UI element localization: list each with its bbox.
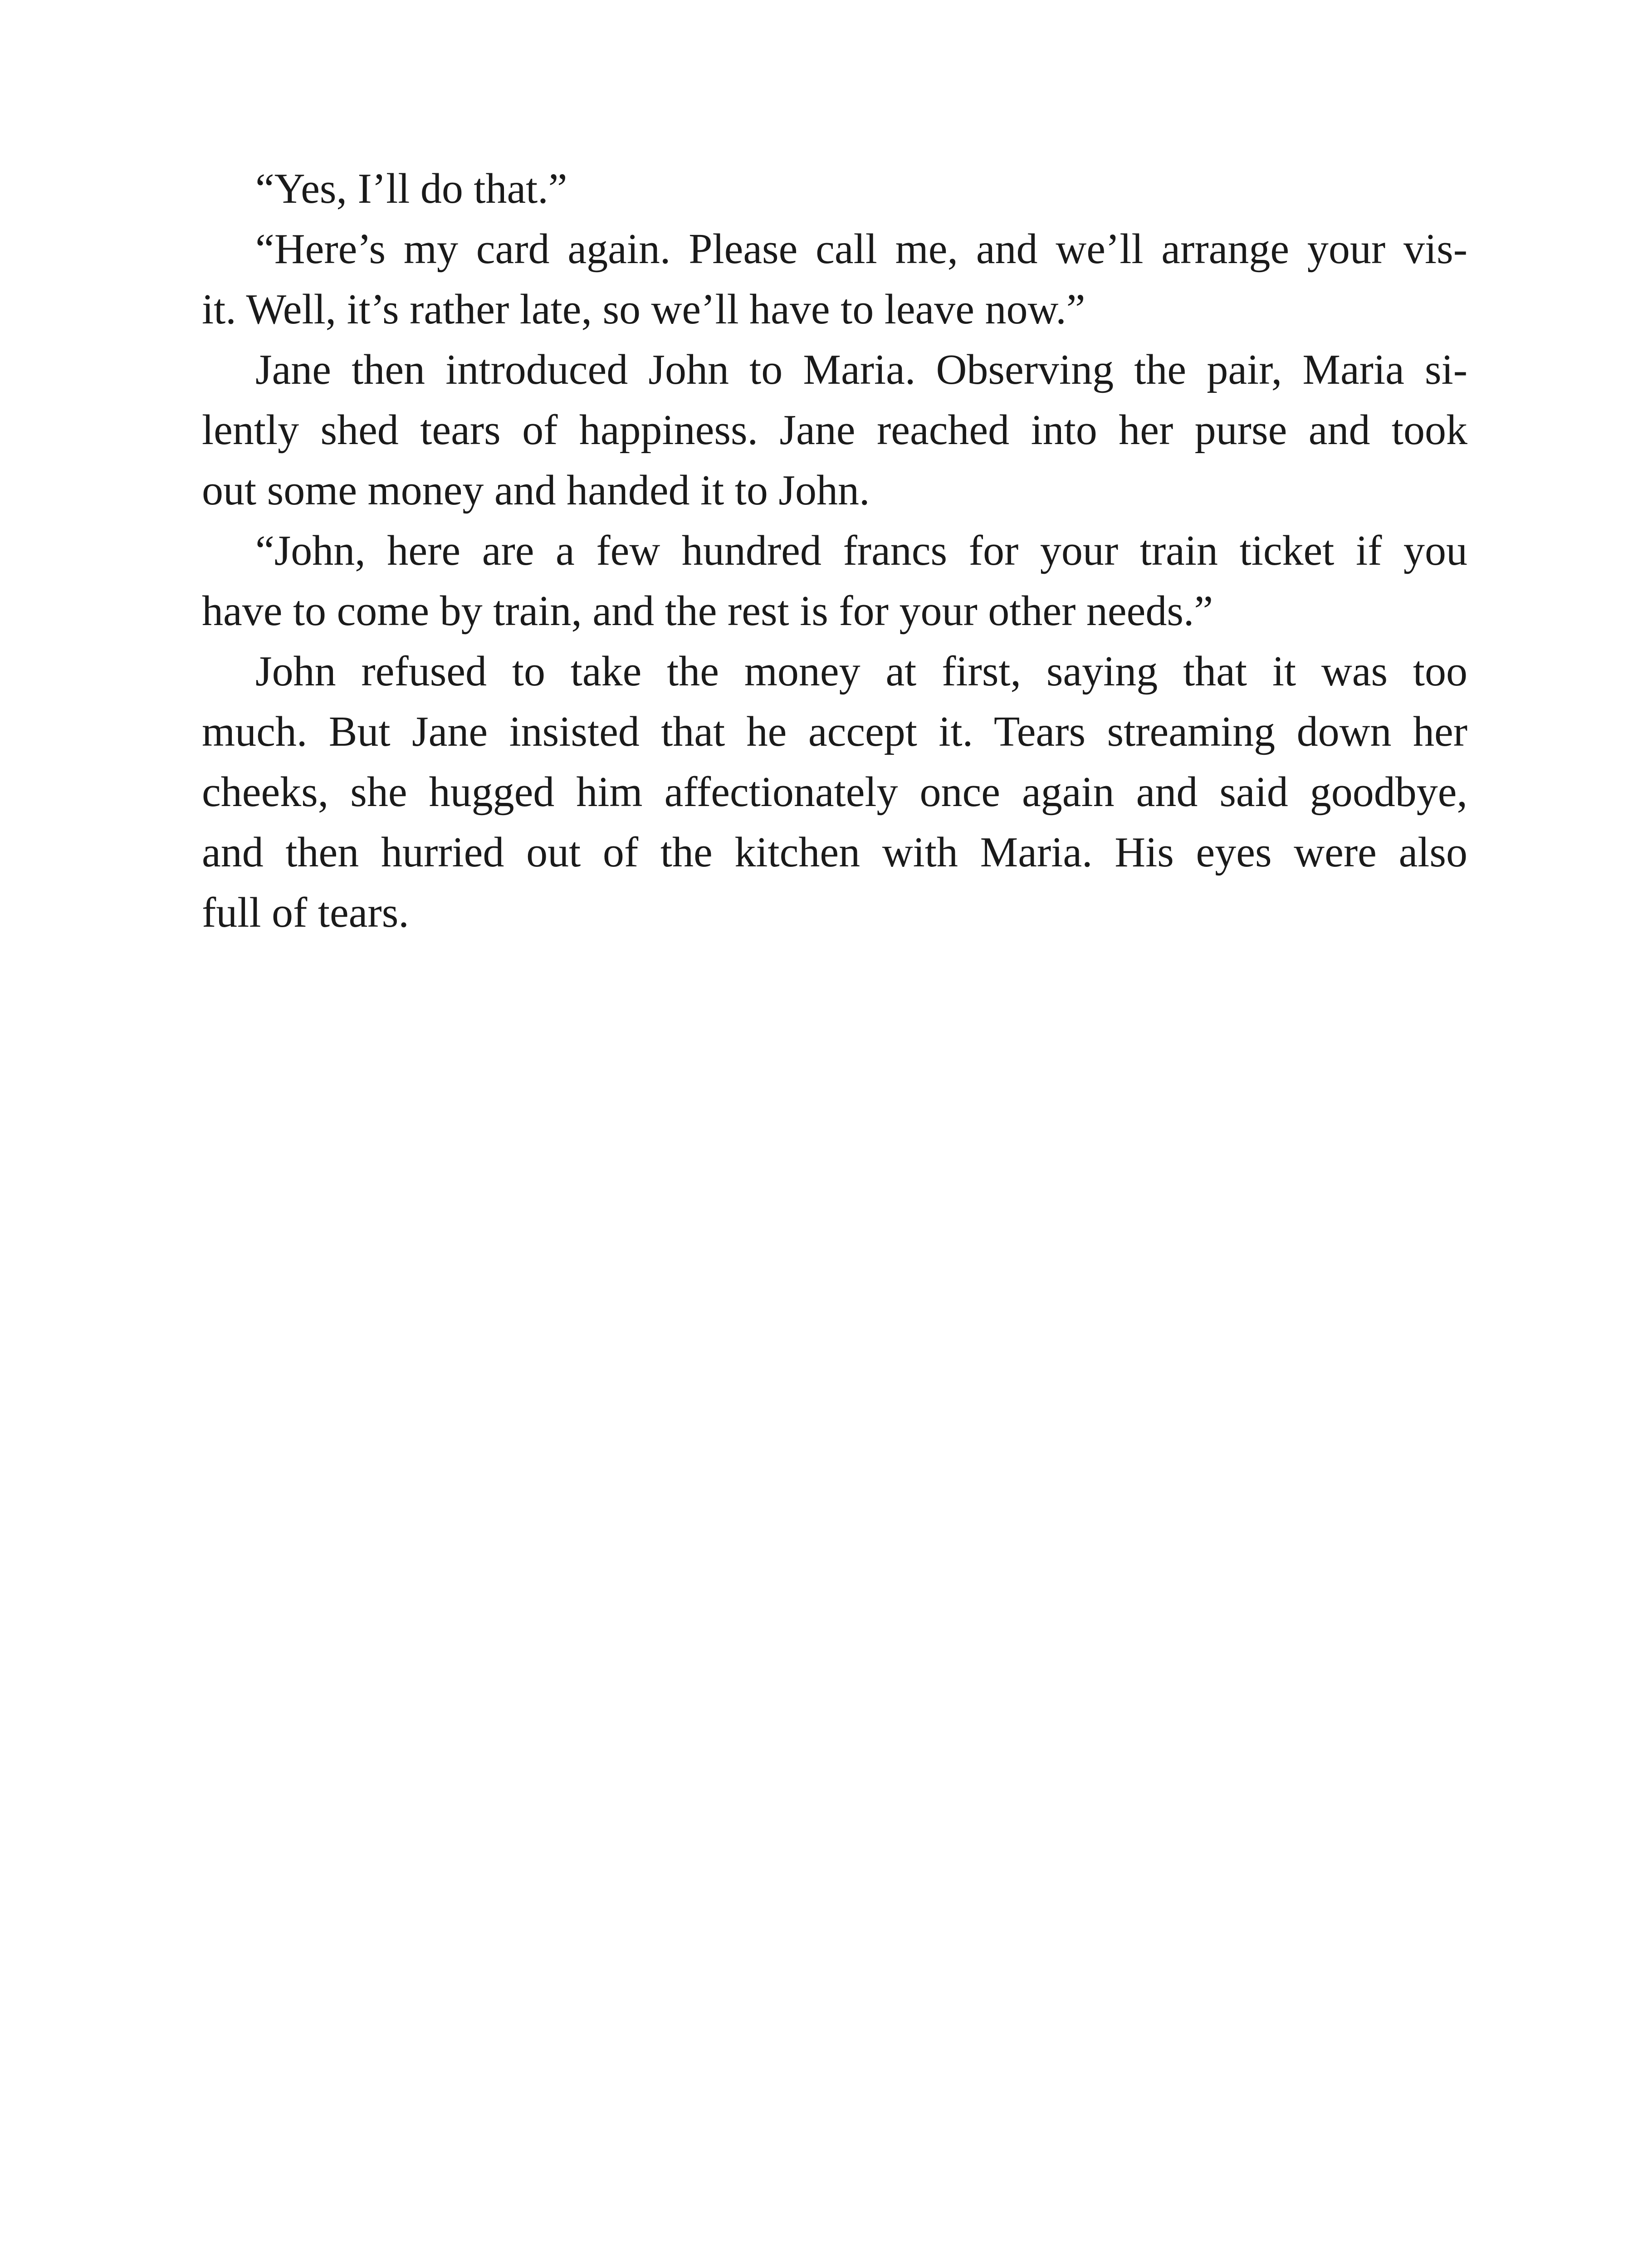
text-line: have to come by train, and the rest is for your other needs.” xyxy=(202,587,1213,635)
paragraph xyxy=(202,641,1467,943)
text-line: full of tears. xyxy=(202,889,409,936)
paragraph xyxy=(202,219,1467,340)
paragraph xyxy=(202,159,1467,219)
text-line: “Here’s my card again. Please call me, and we’ll arrange your vis- xyxy=(255,225,1467,273)
paragraph xyxy=(202,340,1467,521)
paragraph xyxy=(202,521,1467,641)
text-line: lently shed tears of happiness. Jane reached into her purse and took xyxy=(202,406,1467,454)
body-text xyxy=(202,159,1467,943)
text-line: and then hurried out of the kitchen with Maria. His eyes were also xyxy=(202,829,1467,876)
text-line: “Yes, I’ll do that.” xyxy=(255,165,567,212)
text-line: Jane then introduced John to Maria. Observing the pair, Maria si- xyxy=(255,346,1467,393)
text-line: much. But Jane insisted that he accept it. Tears streaming down her xyxy=(202,708,1467,755)
text-line: “John, here are a few hundred francs for your train ticket if you xyxy=(255,527,1467,574)
text-line: out some money and handed it to John. xyxy=(202,467,870,514)
text-line: cheeks, she hugged him affectionately once again and said goodbye, xyxy=(202,768,1467,816)
text-line: it. Well, it’s rather late, so we’ll have to leave now.” xyxy=(202,286,1085,333)
text-line: John refused to take the money at first, saying that it was too xyxy=(255,648,1467,695)
